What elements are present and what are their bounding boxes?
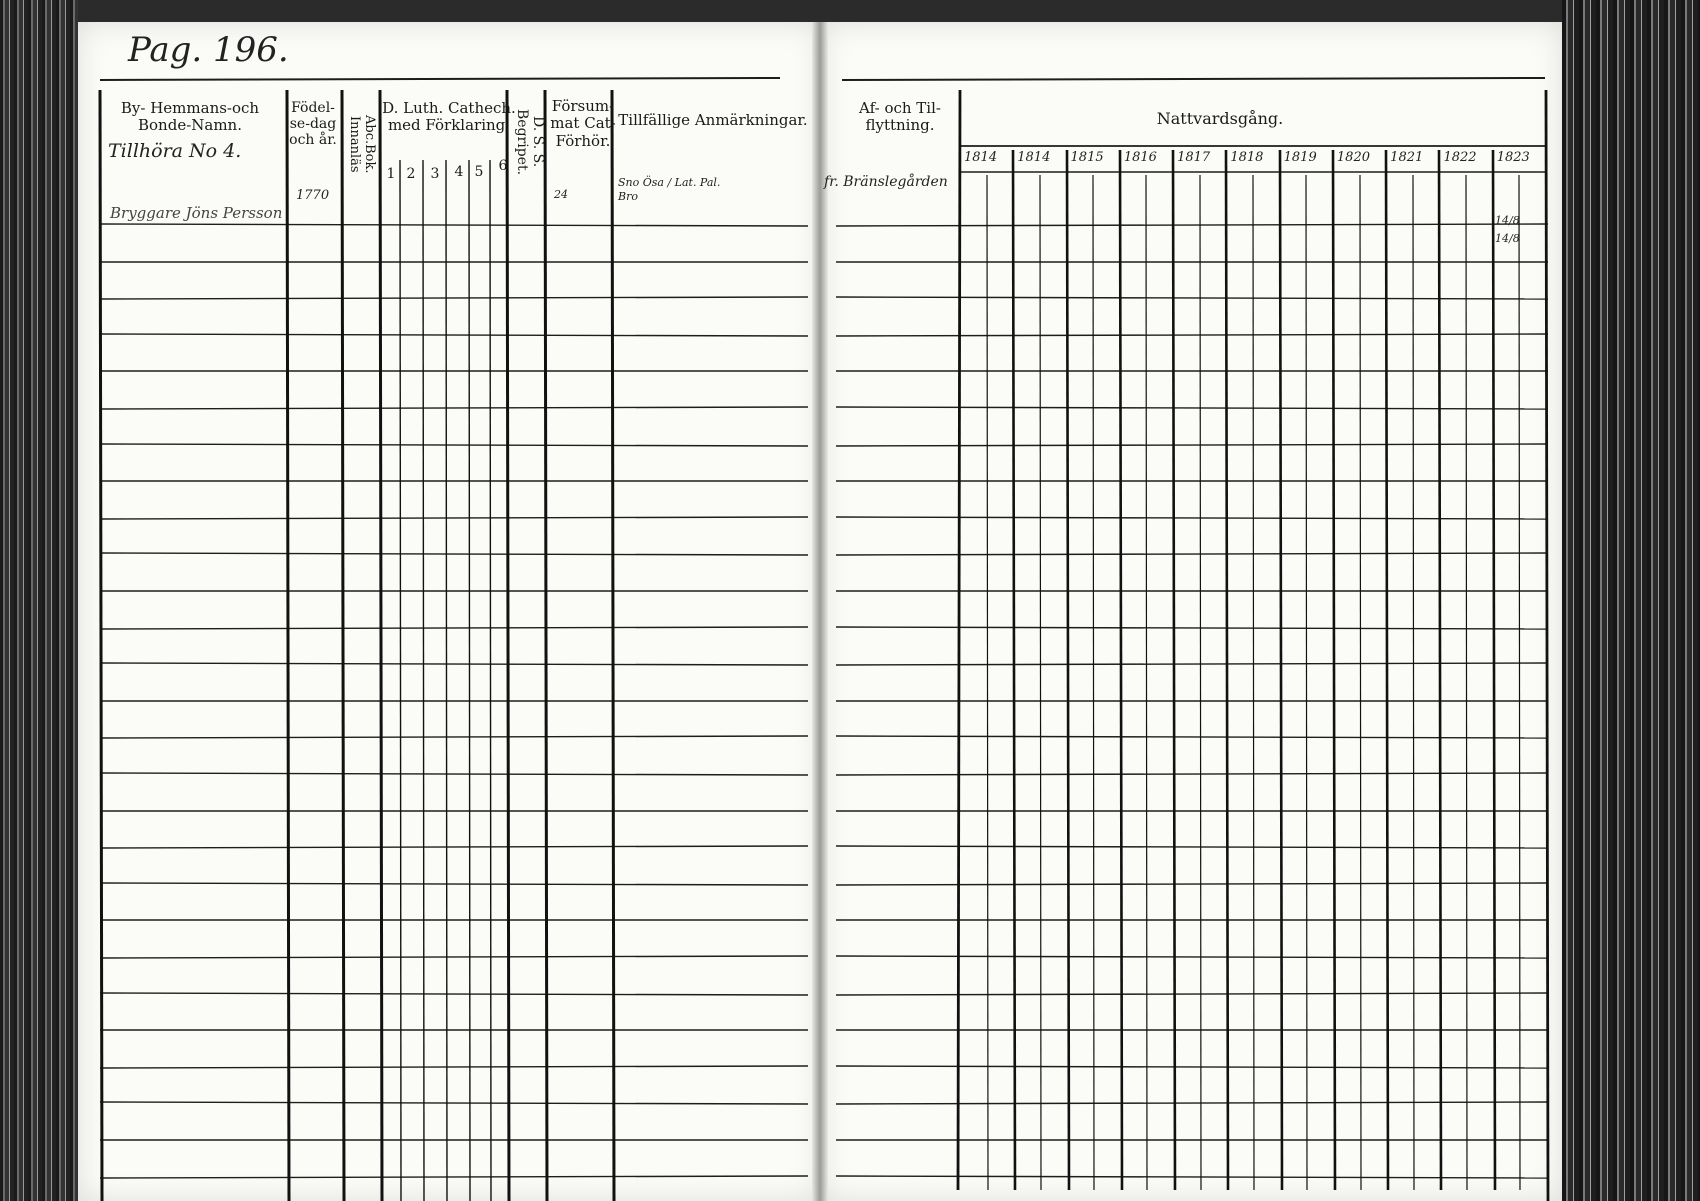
d-luth-sub-3: 3: [430, 166, 440, 182]
year-label: 1819: [1283, 150, 1317, 165]
header-d-s-s: D. S. S. Begripet.: [513, 108, 546, 176]
header-forsum: Försum-mat Cat-Förhör.: [550, 97, 616, 150]
header-nattvard: Nattvardsgång.: [1156, 109, 1284, 128]
row1-name: Bryggare Jöns Persson: [110, 204, 283, 222]
row1-note: Sno Ösa / Lat. Pal. Bro: [618, 176, 721, 204]
row1-forsum: 24: [554, 188, 568, 201]
year-label: 1815: [1070, 150, 1104, 165]
header-af-och-til: Af- och Til-flyttning.: [859, 99, 941, 135]
right-page: [822, 22, 1562, 1201]
year-label: 1814: [964, 150, 998, 165]
year-label: 1814: [1017, 150, 1051, 165]
year-label: 1823: [1496, 150, 1530, 165]
book-gutter: [812, 22, 828, 1201]
d-luth-sub-2: 2: [406, 166, 416, 182]
header-fodelse: Födel-se-dag och år.: [289, 100, 337, 149]
row1-note-a: 14/8: [1495, 214, 1520, 227]
page-number: Pag. 196.: [128, 30, 289, 70]
row1-note-b: 14/8: [1495, 232, 1520, 245]
d-luth-sub-6: 6: [498, 158, 508, 174]
row1-af: fr. Bränslegården: [824, 174, 948, 190]
year-label: 1816: [1123, 150, 1157, 165]
book-edge-left: [0, 0, 78, 1201]
header-abc-bok: Abc.Bok. Innanläs: [347, 114, 377, 174]
d-luth-sub-4: 4: [454, 164, 464, 180]
header-d-luth: D. Luth. Cathech. med Förklaring.: [382, 99, 516, 135]
year-label: 1822: [1443, 150, 1477, 165]
year-label: 1817: [1177, 150, 1211, 165]
d-luth-sub-1: 1: [386, 166, 396, 182]
row1-year: 1770: [296, 188, 330, 203]
year-label: 1821: [1390, 150, 1424, 165]
header-tillfallige: Tillfällige Anmärkningar.: [618, 111, 808, 129]
year-label: 1818: [1230, 150, 1264, 165]
year-label: 1820: [1336, 150, 1370, 165]
d-luth-sub-5: 5: [474, 164, 484, 180]
header-by-hemmans: By- Hemmans-och Bonde-Namn.: [120, 99, 260, 135]
book-edge-right: [1562, 0, 1700, 1201]
farm-name: Tillhöra No 4.: [108, 140, 242, 162]
